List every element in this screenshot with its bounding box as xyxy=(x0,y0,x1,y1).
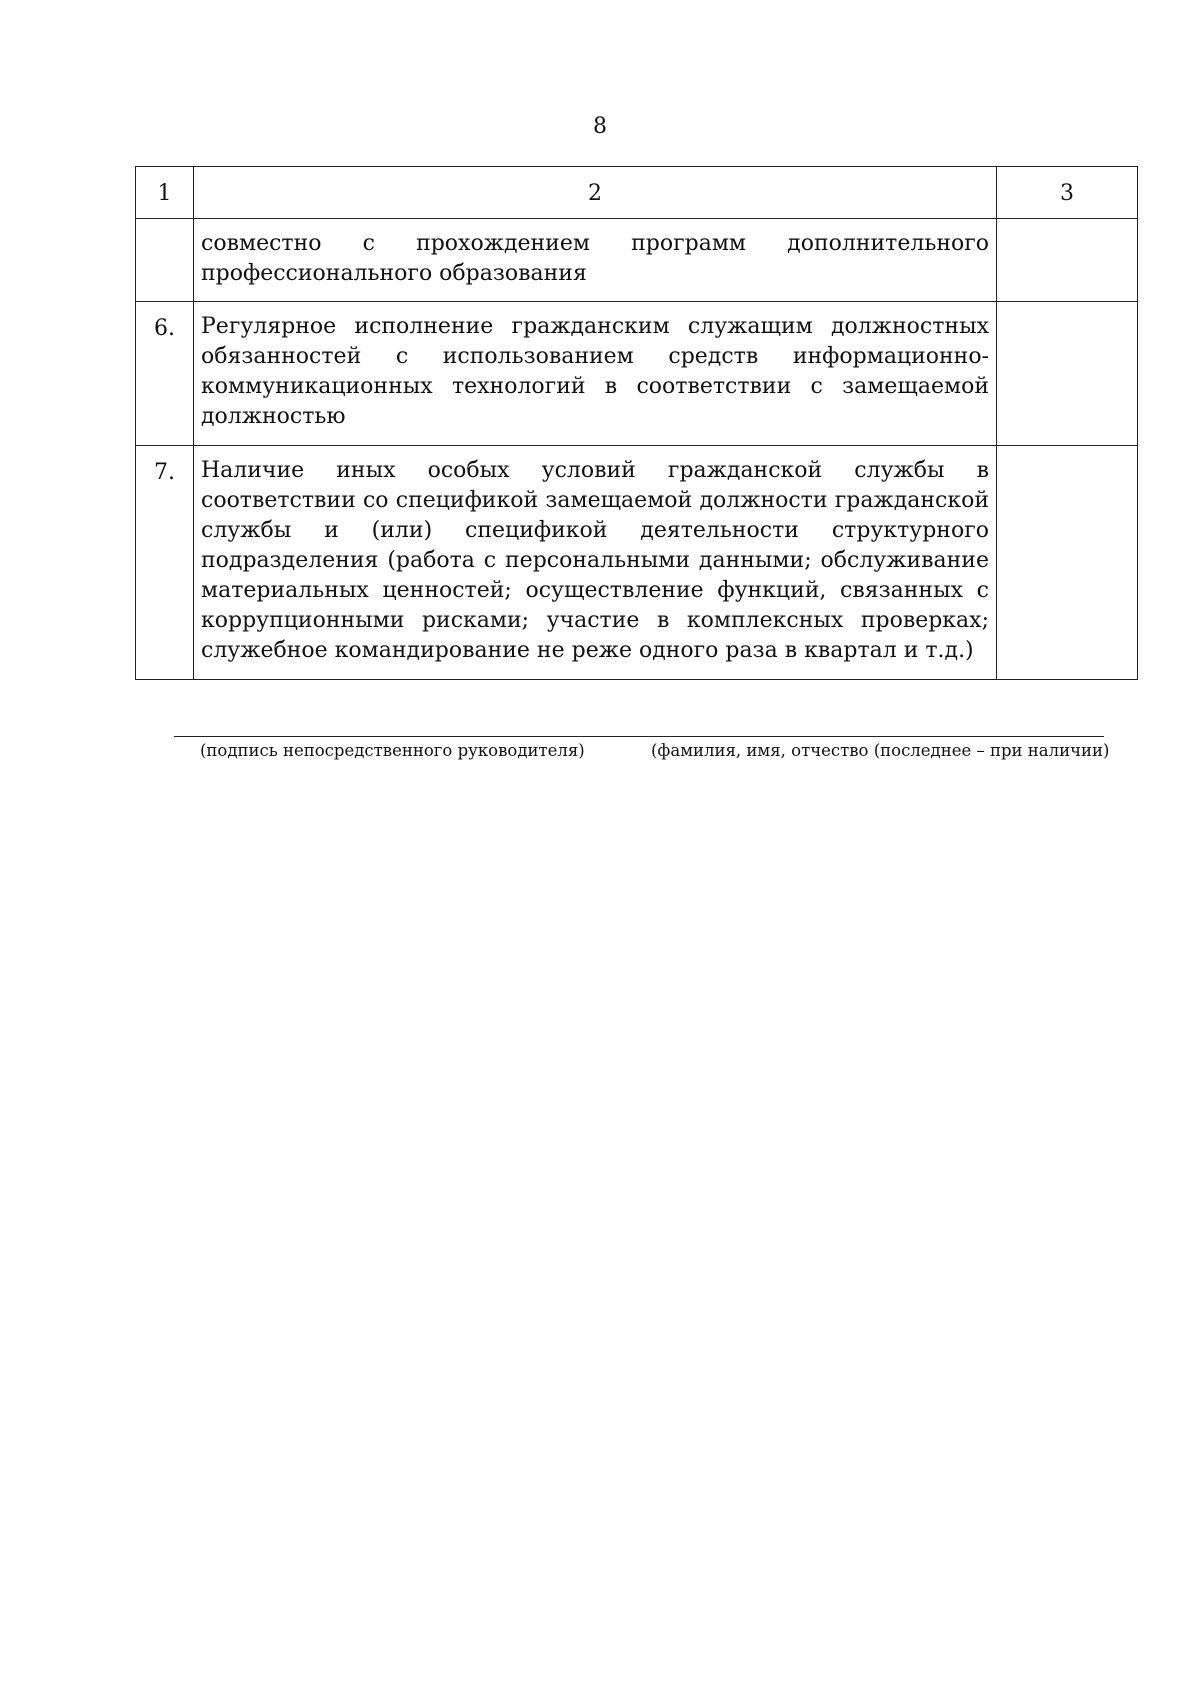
row-value-cell xyxy=(997,302,1138,446)
row-text: совместно с прохождением программ дополнительного профессионального образования xyxy=(194,219,997,302)
row-number: 7. xyxy=(136,446,194,680)
criteria-table xyxy=(135,166,1138,680)
table-row xyxy=(136,219,1138,302)
row-text: Регулярное исполнение гражданским служащим должностных обязанностей с использованием средств информационно-коммуникационных технологий в соответствии с замещаемой должностью xyxy=(194,302,997,446)
full-name-caption: (фамилия, имя, отчество (последнее – при наличии) xyxy=(651,741,1110,760)
row-number xyxy=(136,219,194,302)
table-row xyxy=(136,302,1138,446)
table-row xyxy=(136,446,1138,680)
column-header-2: 2 xyxy=(194,167,997,219)
page-number: 8 xyxy=(593,114,607,139)
column-header-3: 3 xyxy=(997,167,1138,219)
row-value-cell xyxy=(997,446,1138,680)
signature-caption: (подпись непосредственного руководителя) xyxy=(200,741,585,760)
row-text: Наличие иных особых условий гражданской службы в соответствии со спецификой замещаемой должности гражданской службы и (или) спецификой деятельности структурного подразделения (работа с персональными данными; обслуживание материальных ценностей; осуществление функций, связанных с коррупционными рисками; участие в комплексных проверках; служебное командирование не реже одного раза в квартал и т.д.) xyxy=(194,446,997,680)
table-header-row xyxy=(136,167,1138,219)
row-value-cell xyxy=(997,219,1138,302)
column-header-1: 1 xyxy=(136,167,194,219)
signature-line xyxy=(174,736,1104,737)
row-number: 6. xyxy=(136,302,194,446)
